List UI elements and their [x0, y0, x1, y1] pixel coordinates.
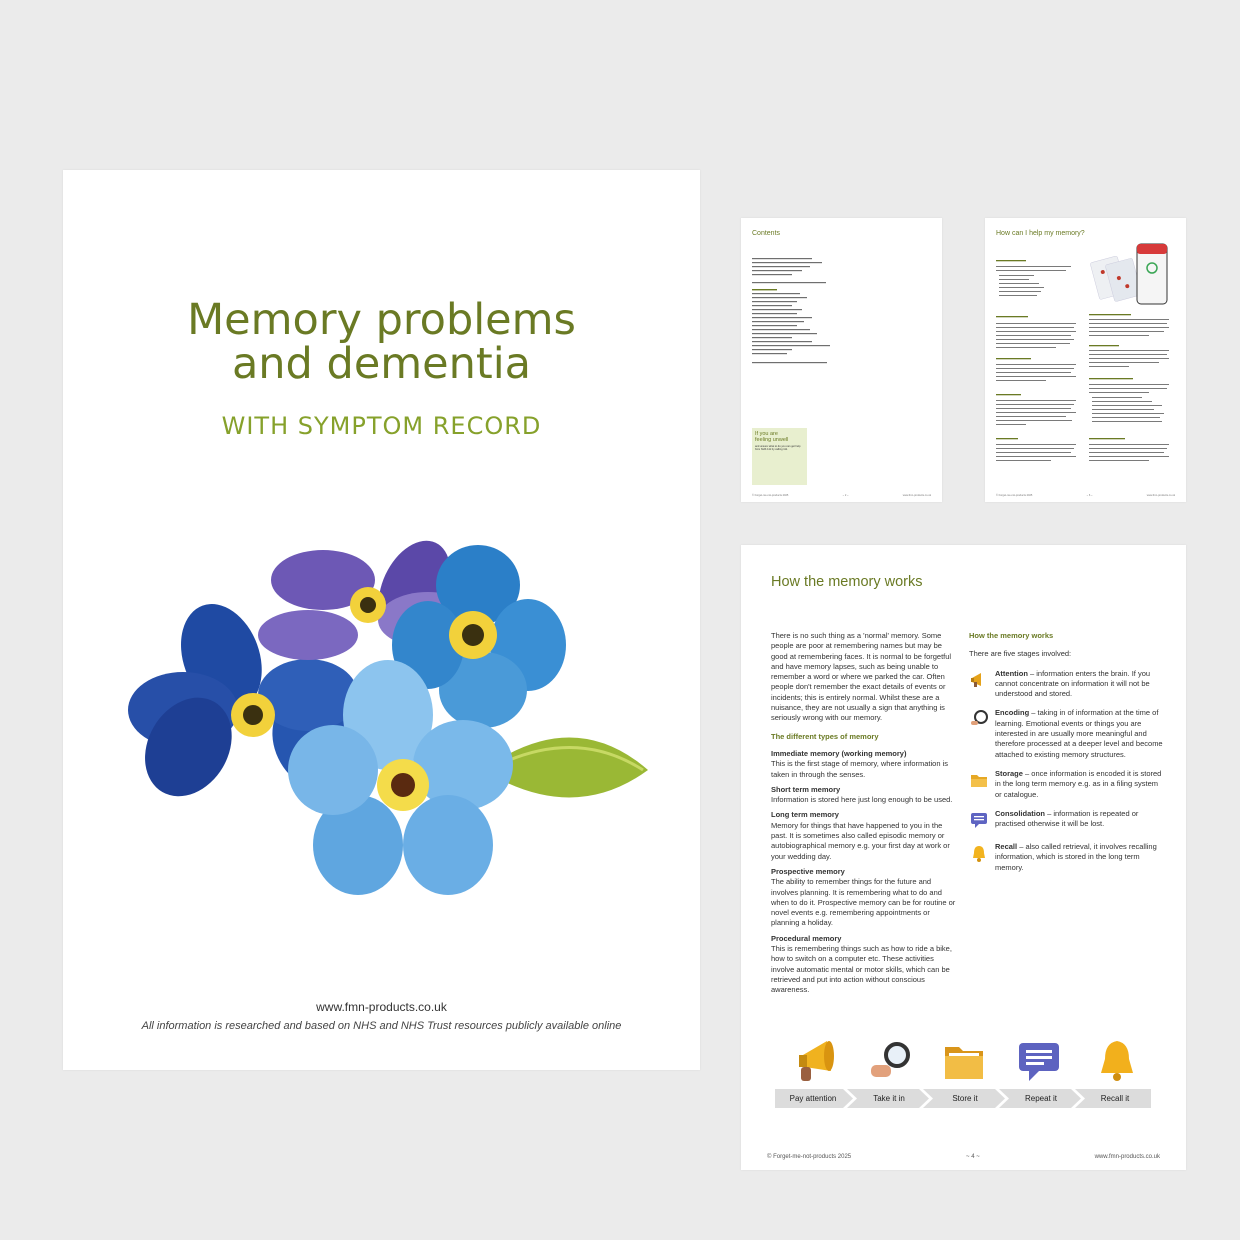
footer-page-number: ~ 4 ~	[966, 1154, 980, 1160]
stage-storage: Storage – once information is encoded it is stored in the long term memory e.g. as in a filing system or catalogue.	[969, 769, 1164, 800]
memory-left-column	[771, 631, 958, 996]
how-memory-works-heading: How the memory works	[969, 631, 1054, 640]
memory-type-long-term: Long term memory Memory for things that have happened to you in the past. It is sometimes also called episodic memory or autobiographical memory e.g. your first day at work or your wedding day.	[771, 810, 950, 861]
bell-icon	[1101, 1041, 1133, 1081]
memory-type-short-term: Short term memory Information is stored here just long enough to be used.	[771, 784, 953, 805]
smartphone-icon	[1137, 244, 1167, 304]
memory-page-title: How the memory works	[771, 574, 923, 590]
memory-works-page	[741, 545, 1186, 1170]
stage-attention: Attention – information enters the brain. If you cannot concentrate on information it will not be understood and stored.	[969, 669, 1164, 700]
cover-page	[63, 170, 700, 1070]
folder-icon	[945, 1047, 983, 1079]
memory-type-immediate: Immediate memory (working memory) This is the first stage of memory, where information is taken in through the senses.	[771, 748, 949, 779]
help-page-title: How can I help my memory?	[996, 230, 1085, 237]
stage-consolidation: Consolidation – information is repeated or practised otherwise it will be lost.	[969, 809, 1164, 833]
stage-encoding: Encoding – taking in of information at the time of learning. Emotional events or things you are interested in are usually more meaningful and therefore processed at a deeper level and become attached to existing memory structures.	[969, 708, 1164, 759]
help-box-heading: If you are feeling unwell	[755, 431, 789, 443]
memory-type-prospective: Prospective memory The ability to remember things for the future and involves planning. It is remembering what to do and when to do it. Prospective memory can be for routine or novel events e.g. remembering appointments or planning a holiday.	[771, 866, 956, 928]
process-step-pay-attention: Pay attention	[789, 1094, 837, 1103]
playing-cards-icon	[1090, 252, 1142, 305]
memory-type-procedural: Procedural memory This is remembering things such as how to ride a bike, how to switch on a computer etc. These activities involve automatic mental or motor skills, which can be retrieved and put into action without conscious awareness.	[771, 933, 952, 995]
cover-website-url: www.fmn-products.co.uk	[316, 1000, 447, 1014]
megaphone-icon	[969, 669, 995, 700]
footer-website: www.fmn-products.co.uk	[1094, 1154, 1160, 1160]
forget-me-not-flowers-illustration	[103, 525, 663, 905]
help-box	[752, 428, 807, 485]
cover-title	[63, 295, 700, 389]
process-step-store-it: Store it	[952, 1094, 978, 1103]
memory-page-footer	[767, 1154, 1160, 1160]
contents-title: Contents	[752, 230, 781, 237]
help-page-illustrations-and-text	[985, 218, 1186, 502]
memory-types-heading: The different types of memory	[771, 731, 879, 741]
memory-right-column	[969, 631, 1164, 873]
cover-subtitle: WITH SYMPTOM RECORD	[221, 412, 542, 440]
chat-icon	[969, 809, 995, 833]
process-icons	[775, 1037, 1151, 1087]
memory-intro-paragraph: There is no such thing as a 'normal' memory. Some people are poor at remembering names but may be good at remembering faces. It is normal to be forgetful and have memory lapses, such as being unable to remember a word or where we parked the car. Often people don't remember the exact details of events or incidents; this is entirely normal. Whilst these are a nuisance, they are not usually a sign that anything is seriously wrong with our memory.	[771, 631, 952, 723]
help-page-footer: © Forget-me-not-products 2025 ~ 6 ~ www.fmn-products.co.uk	[996, 494, 1175, 497]
stage-recall: Recall – also called retrieval, it involves recalling information, which is stored in the long term memory.	[969, 842, 1164, 873]
contents-footer: © Forget-me-not-products 2025 ~ 2 ~ www.fmn-products.co.uk	[752, 494, 931, 497]
footer-copyright: © Forget-me-not-products 2025	[767, 1154, 852, 1160]
cover-title-line-2: and dementia	[231, 339, 532, 389]
five-stages-intro: There are five stages involved:	[969, 649, 1072, 659]
bell-icon	[969, 842, 995, 873]
cover-title-line-1: Memory problems	[187, 295, 576, 345]
folder-icon	[969, 769, 995, 800]
contents-page-thumbnail	[741, 218, 942, 502]
process-step-take-it-in: Take it in	[873, 1094, 905, 1103]
megaphone-icon	[799, 1041, 834, 1081]
memory-process-strip	[775, 1037, 1151, 1117]
magnifier-icon	[969, 708, 995, 759]
help-box-text: and unsure what to do you can get help from NHS 111 by calling 111.	[755, 445, 801, 452]
process-step-repeat-it: Repeat it	[1024, 1094, 1058, 1103]
chat-icon	[1019, 1043, 1059, 1081]
help-memory-page-thumbnail	[985, 218, 1186, 502]
cover-disclaimer: All information is researched and based on NHS and NHS Trust resources publicly available online	[141, 1020, 622, 1032]
process-step-recall-it: Recall it	[1100, 1094, 1130, 1103]
magnifier-icon	[871, 1044, 908, 1077]
